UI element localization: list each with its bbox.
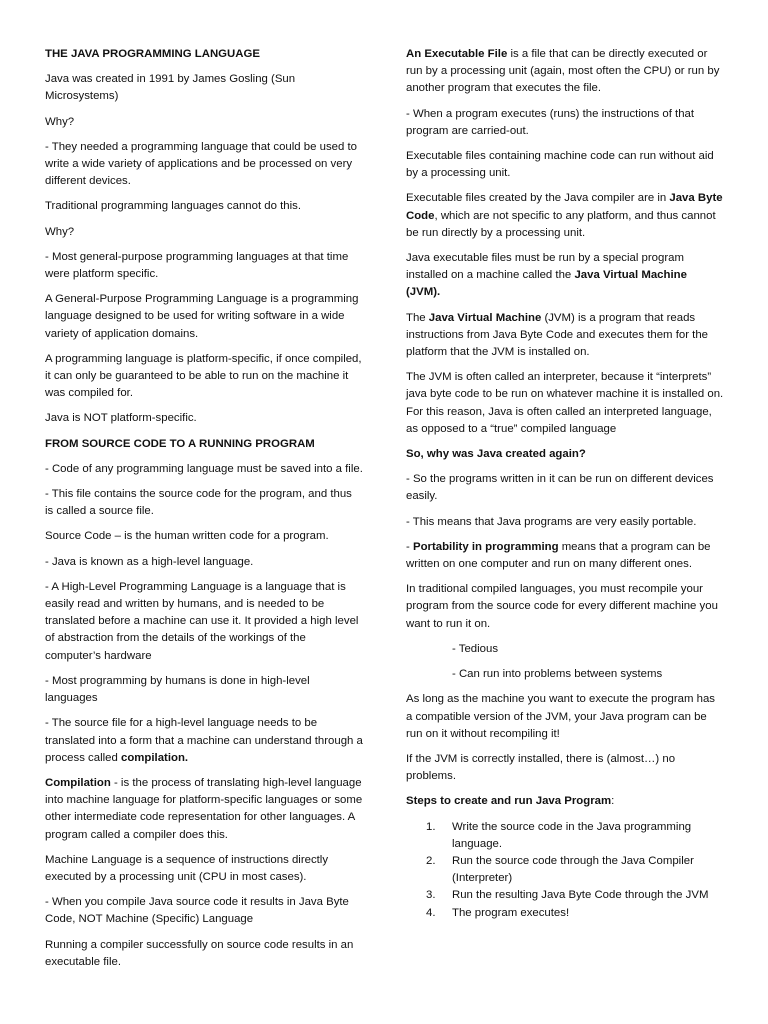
paragraph-translated [45,715,363,767]
jvm-def-text-1: The [406,311,429,324]
jbc-text-2: , which are not specific to any platform, and thus cannot be run directly by a processing unit. [406,209,716,239]
jvm-term: Java Virtual Machine (JVM). [406,269,687,299]
paragraph-why-1: Why? [45,115,75,128]
jvm-def-term: Java Virtual Machine [428,311,542,324]
step-number: 1. [426,820,436,833]
jbc-text-1: Executable files created by the Java compiler are in [406,192,670,205]
paragraph-recompile: In traditional compiled languages, you must recompile your program from the source code for every different machine you want to run it on. [406,583,718,630]
paragraph-compilation [45,775,363,844]
paragraph-most-programming: - Most programming by humans is done in high-level languages [45,674,310,705]
paragraph-program-executes: - When a program executes (runs) the instructions of that program are carried-out. [406,107,695,137]
paragraph-java-not-platform-specific: Java is NOT platform-specific. [45,412,197,425]
paragraph-needed: - They needed a programming language that could be used to write a wide variety of applications and be processed on very different devices. [45,140,357,188]
paragraph-problems-systems: - Can run into problems between systems [452,668,663,681]
paragraph-platform-specific: A programming language is platform-specific, if once compiled, it can only be guaranteed to be able to run on the machine it was compiled for. [45,352,362,400]
step-number: 4. [426,906,436,919]
executable-file-term: An Executable File [406,48,508,60]
steps-heading [406,793,724,810]
step-number: 3. [426,889,436,902]
left-column [45,46,363,979]
paragraph-jvm-definition [406,310,724,362]
compilation-definition: - is the process of translating high-level language into machine language for platform-specific languages or some other intermediate code representation for other languages. A program called a compiler does this. [45,776,363,841]
paragraph-running-compiler: Running a compiler successfully on source code results in an executable file. [45,938,354,968]
paragraph-compatible-jvm: As long as the machine you want to execute the program has a compatible version of the JVM, your Java program can be run on it without recompiling it! [406,693,715,740]
paragraph-why-2: Why? [45,225,75,238]
portability-definition: means that a program can be written on one computer and run on many different ones. [406,540,711,571]
step-number: 2. [426,854,436,867]
jvm-run-text: Java executable files must be run by a special program installed on a machine called the [406,252,684,282]
compilation-term: compilation. [120,751,189,764]
section-heading-source-to-running: FROM SOURCE CODE TO A RUNNING PROGRAM [45,437,315,450]
list-item [426,853,724,887]
paragraph-interpreter: The JVM is often called an interpreter, because it “interprets” java byte code to be run on whatever machine it is installed on. For this reason, Java is often called an interpreted language, as opposed to a “true” compiled language [406,371,724,435]
paragraph-high-level: - Java is known as a high-level language. [45,555,254,568]
paragraph-created: Java was created in 1991 by James Gosling (Sun Microsystems) [45,73,296,103]
paragraph-compile-java: - When you compile Java source code it results in Java Byte Code, NOT Machine (Specific) Language [45,896,349,926]
step-text: Run the resulting Java Byte Code through the JVM [452,889,709,902]
paragraph-machine-language: Machine Language is a sequence of instructions directly executed by a processing unit (CPU in most cases). [45,853,329,883]
section-heading-why-again: So, why was Java created again? [406,448,586,461]
paragraph-portability [406,539,724,573]
paragraph-executable-file [406,46,724,98]
step-text: Write the source code in the Java programming language. [452,820,692,850]
translated-text: - The source file for a high-level language needs to be translated into a form that a machine can understand through a process called [45,717,363,764]
paragraph-no-problems: If the JVM is correctly installed, there is (almost…) no problems. [406,752,676,783]
paragraph-gppl: A General-Purpose Programming Language is a programming language designed to be used for writing software in a wide variety of application domains. [45,293,359,340]
paragraph-saved-into-file: - Code of any programming language must be saved into a file. [45,462,363,475]
paragraph-exec-machine-code: Executable files containing machine code can run without aid by a processing unit. [406,150,714,180]
list-item [426,819,724,853]
paragraph-java-byte-code [406,190,724,242]
paragraph-portable: - This means that Java programs are very easily portable. [406,515,697,528]
paragraph-tedious: - Tedious [452,642,499,655]
right-column [406,46,724,922]
paragraph-jvm-run [406,250,724,302]
document-title: THE JAVA PROGRAMMING LANGUAGE [45,48,260,60]
paragraph-hlpl: - A High-Level Programming Language is a language that is easily read and written by humans, and is needed to be translated before a machine can use it. It provided a high level of abstraction from the details of the workings of the computer’s hardware [45,580,359,662]
steps-heading-text: Steps to create and run Java Program [406,795,612,808]
steps-list [406,819,724,922]
paragraph-traditional: Traditional programming languages cannot do this. [45,200,302,213]
paragraph-most-general: - Most general-purpose programming languages at that time were platform specific. [45,250,349,281]
java-byte-code-term: Java Byte Code [406,192,723,222]
steps-heading-colon: : [611,795,615,808]
portability-dash: - [406,540,413,553]
paragraph-source-file: - This file contains the source code for the program, and thus is called a source file. [45,488,352,518]
paragraph-source-code: Source Code – is the human written code for a program. [45,530,329,543]
list-item [426,887,724,904]
jvm-def-text-2: (JVM) is a program that reads instructions from Java Byte Code and executes them for the platform that the JVM is installed on. [406,311,709,359]
executable-file-definition: is a file that can be directly executed or run by a processing unit (again, most often the CPU) or run by another program that executes the file. [406,48,720,95]
compilation-label: Compilation [45,776,111,789]
step-text: The program executes! [452,906,570,919]
portability-term: Portability in programming [412,540,559,553]
list-item [426,905,724,922]
step-text: Run the source code through the Java Compiler (Interpreter) [452,854,694,885]
paragraph-different-devices: - So the programs written in it can be run on different devices easily. [406,473,714,503]
